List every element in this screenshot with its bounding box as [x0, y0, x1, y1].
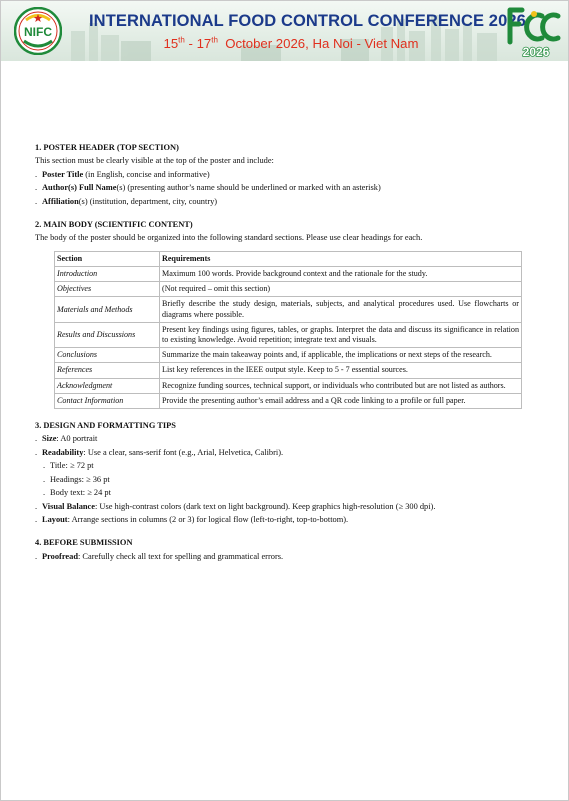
fcc-2026-logo [504, 6, 562, 58]
list-item-visual-balance [35, 500, 535, 513]
section-heading-before-submission: 4. BEFORE SUBMISSION [35, 538, 133, 548]
conference-title: INTERNATIONAL FOOD CONTROL CONFERENCE 2026 [89, 12, 526, 30]
list-item-size [35, 432, 535, 445]
bold-label: Poster Title [42, 169, 84, 179]
bold-label: Size [42, 434, 57, 444]
main-body-intro: The body of the poster should be organized into the following standard sections. Please use clear headings for each. [35, 233, 423, 243]
bold-label: Affiliation [42, 196, 79, 206]
bold-label: Readability [42, 447, 84, 457]
date-start-suffix: th [178, 35, 185, 45]
poster-header-intro: This section must be clearly visible at the top of the poster and include: [35, 156, 274, 166]
item-text: : Use a clear, sans-serif font (e.g., Arial, Helvetica, Calibri). [83, 447, 284, 457]
table-row [55, 393, 522, 408]
list-item-title-size: . Title: ≥ 72 pt [35, 459, 535, 472]
date-separator: - [184, 36, 197, 51]
date-start-day: 15 [163, 36, 179, 51]
guidelines-content [35, 141, 535, 563]
item-text: (presenting author’s name should be underlined or marked with an asterisk) [125, 183, 381, 193]
city-skyline-background [1, 1, 569, 61]
item-text: : Carefully check all text for spelling and grammatical errors. [77, 551, 284, 561]
date-location: October 2026, Ha Noi - Viet Nam [217, 36, 419, 51]
nifc-logo-text: NIFC [24, 25, 52, 39]
requirements-table [54, 251, 522, 409]
table-row [55, 322, 522, 347]
list-item-poster-title [35, 168, 535, 181]
date-end-suffix: th [211, 35, 218, 45]
row-requirement: Summarize the main takeaway points and, if applicable, the implications or next steps of the research. [160, 348, 522, 363]
bold-label: Visual Balance [42, 501, 95, 511]
row-section-name: Objectives [55, 282, 160, 297]
bold-label: Layout [42, 514, 68, 524]
conference-banner [1, 1, 569, 61]
list-item-readability [35, 446, 535, 459]
table-row [55, 282, 522, 297]
date-end-day: 17 [196, 36, 212, 51]
list-item-body-text-size: . Body text: ≥ 24 pt [35, 486, 535, 499]
table-row [55, 378, 522, 393]
item-text: : A0 portrait [56, 434, 98, 444]
row-section-name: Introduction [55, 267, 160, 282]
table-header-row [55, 251, 522, 266]
table-row [55, 363, 522, 378]
section-heading-main-body: 2. MAIN BODY (SCIENTIFIC CONTENT) [35, 220, 193, 230]
list-item-layout [35, 513, 535, 526]
list-item-affiliation [35, 195, 535, 208]
row-requirement: Maximum 100 words. Provide background context and the rationale for the study. [160, 267, 522, 282]
item-suffix: (s) [78, 196, 88, 206]
row-requirement: Recognize funding sources, technical support, or individuals who contributed but are not listed as authors. [160, 378, 522, 393]
row-requirement: Present key findings using figures, tables, or graphs. Interpret the data and discuss its significance in relation to existing knowledge. Avoid repetition; integrate text and visuals. [160, 322, 522, 347]
row-section-name: Contact Information [55, 393, 160, 408]
conference-dates [111, 36, 471, 51]
item-text: : Use high-contrast colors (dark text on light background). Keep graphics high-resolution (≥ 300 dpi). [94, 501, 436, 511]
row-requirement: Briefly describe the study design, materials, subjects, and analytical procedures used. Use flowcharts or diagrams where possible. [160, 297, 522, 322]
section-heading-design-tips: 3. DESIGN AND FORMATTING TIPS [35, 421, 176, 431]
row-requirement: (Not required – omit this section) [160, 282, 522, 297]
column-header-section: Section [55, 251, 160, 266]
row-section-name: Results and Discussions [55, 322, 160, 347]
row-requirement: List key references in the IEEE output style. Keep to 5 - 7 essential sources. [160, 363, 522, 378]
section-heading-poster-header: 1. POSTER HEADER (TOP SECTION) [35, 143, 179, 152]
fcc-logo-year: 2026 [522, 45, 550, 58]
list-item-headings-size: . Headings: ≥ 36 pt [35, 473, 535, 486]
item-text: (institution, department, city, country) [87, 196, 218, 206]
list-item-proofread [35, 550, 535, 563]
item-text: : Arrange sections in columns (2 or 3) for logical flow (left-to-right, top-to-bottom). [67, 514, 349, 524]
item-text: (in English, concise and informative) [83, 169, 210, 179]
row-section-name: Conclusions [55, 348, 160, 363]
item-suffix: (s) [116, 183, 126, 193]
bold-label: Author(s) Full Name [42, 183, 117, 193]
row-section-name: Materials and Methods [55, 297, 160, 322]
row-section-name: References [55, 363, 160, 378]
table-row [55, 348, 522, 363]
row-requirement: Provide the presenting author’s email address and a QR code linking to a profile or full paper. [160, 393, 522, 408]
column-header-requirements: Requirements [160, 251, 522, 266]
table-row [55, 267, 522, 282]
table-row [55, 297, 522, 322]
row-section-name: Acknowledgment [55, 378, 160, 393]
bold-label: Proofread [42, 551, 78, 561]
nifc-logo [14, 7, 62, 55]
list-item-author-name [35, 181, 535, 194]
